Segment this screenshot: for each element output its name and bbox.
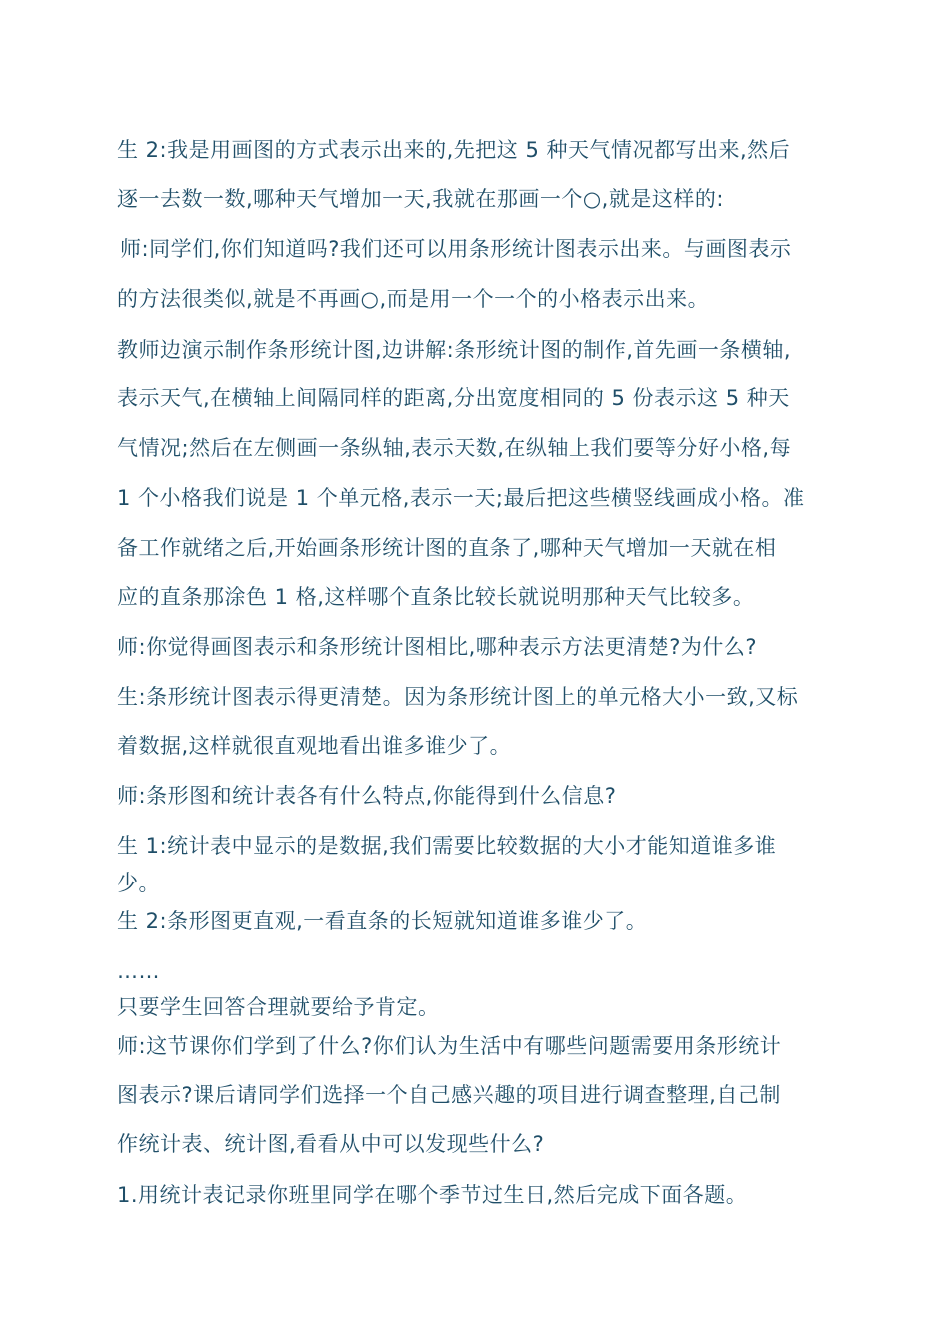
- text-line: 图表示?课后请同学们选择一个自己感兴趣的项目进行调查整理,自己制: [117, 1083, 781, 1107]
- text-line: 1.用统计表记录你班里同学在哪个季节过生日,然后完成下面各题。: [117, 1183, 748, 1207]
- text-line: 只要学生回答合理就要给予肯定。: [117, 995, 440, 1019]
- text-line: 1 个小格我们说是 1 个单元格,表示一天;最后把这些横竖线画成小格。准: [117, 486, 805, 510]
- text-line: 生 2:我是用画图的方式表示出来的,先把这 5 种天气情况都写出来,然后: [117, 138, 791, 162]
- text-line: 生 2:条形图更直观,一看直条的长短就知道谁多谁少了。: [117, 909, 648, 933]
- text-line: 生 1:统计表中显示的是数据,我们需要比较数据的大小才能知道谁多谁: [117, 834, 777, 858]
- text-line: 气情况;然后在左侧画一条纵轴,表示天数,在纵轴上我们要等分好小格,每: [117, 436, 792, 460]
- text-line: 逐一去数一数,哪种天气增加一天,我就在那画一个○,就是这样的:: [117, 187, 724, 211]
- text-line: 的方法很类似,就是不再画○,而是用一个一个的小格表示出来。: [117, 287, 710, 311]
- text-line: 少。: [117, 871, 160, 895]
- text-line: 师:条形图和统计表各有什么特点,你能得到什么信息?: [117, 784, 617, 808]
- text-line: ……: [117, 959, 160, 983]
- text-line: 应的直条那涂色 1 格,这样哪个直条比较长就说明那种天气比较多。: [117, 585, 755, 609]
- text-line: 师:同学们,你们知道吗?我们还可以用条形统计图表示出来。与画图表示: [120, 237, 792, 261]
- text-line: 备工作就绪之后,开始画条形统计图的直条了,哪种天气增加一天就在相: [117, 536, 777, 560]
- text-line: 师:你觉得画图表示和条形统计图相比,哪种表示方法更清楚?为什么?: [117, 635, 758, 659]
- text-line: 师:这节课你们学到了什么?你们认为生活中有哪些问题需要用条形统计: [117, 1034, 782, 1058]
- text-line: 生:条形统计图表示得更清楚。因为条形统计图上的单元格大小一致,又标: [117, 685, 799, 709]
- text-line: 教师边演示制作条形统计图,边讲解:条形统计图的制作,首先画一条横轴,: [117, 338, 792, 362]
- text-line: 着数据,这样就很直观地看出谁多谁少了。: [117, 734, 512, 758]
- text-line: 表示天气,在横轴上间隔同样的距离,分出宽度相同的 5 份表示这 5 种天: [117, 386, 790, 410]
- text-line: 作统计表、统计图,看看从中可以发现些什么?: [117, 1132, 545, 1156]
